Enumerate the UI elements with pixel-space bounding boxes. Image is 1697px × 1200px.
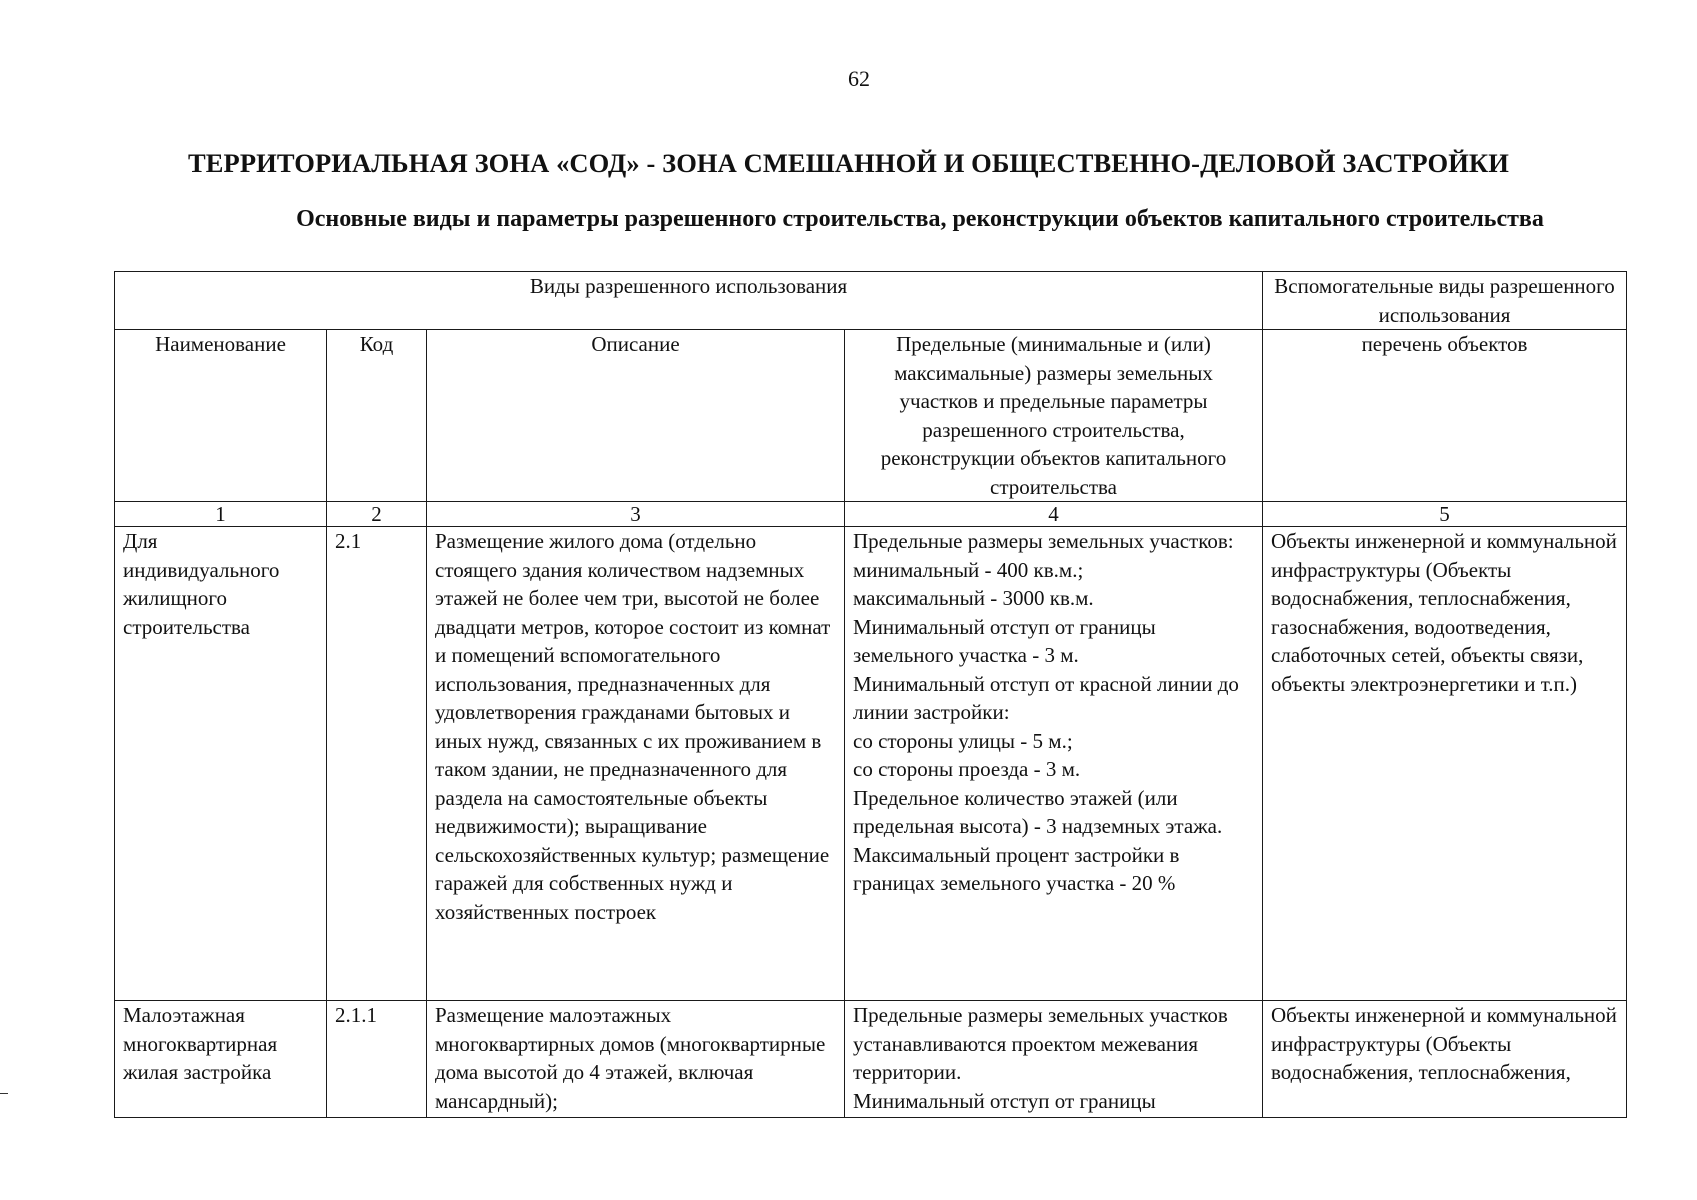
use-description: Размещение жилого дома (отдельно стоящего здания количеством надземных этажей не более чем три, высотой не более двадцати метров, которое состоит из комнат и помещений вспомогательного использования, предназначенных для удовлетворения гражданами бытовых и иных нужд, связанных с их проживанием в таком здании, не предназначенного для раздела на самостоятельные объекты недвижимости); выращивание сельскохозяйственных культур; размещение гаражей для собственных нужд и хозяйственных построек (427, 527, 845, 1001)
zone-title: ТЕРРИТОРИАЛЬНАЯ ЗОНА «СОД» - ЗОНА СМЕШАННОЙ И ОБЩЕСТВЕННО-ДЕЛОВОЙ ЗАСТРОЙКИ (188, 148, 1509, 178)
use-limits (845, 527, 1263, 1001)
group-header-permitted-uses: Виды разрешенного использования (115, 272, 1263, 330)
auxiliary-objects: Объекты инженерной и коммунальной инфраструктуры (Объекты водоснабжения, теплоснабжения, (1263, 1001, 1627, 1118)
use-code: 2.1.1 (327, 1001, 427, 1118)
column-number: 3 (427, 502, 845, 527)
table-group-header-row (115, 272, 1627, 330)
use-name: Для индивидуального жилищного строительства (115, 527, 327, 1001)
limit-line: Предельное количество этажей (или предельная высота) - 3 надземных этажа. (853, 785, 1223, 838)
limit-line: со стороны проезда - 3 м. (853, 757, 1081, 781)
column-number: 5 (1263, 502, 1627, 527)
limit-line: минимальный - 400 кв.м.; (853, 557, 1084, 582)
column-header-code: Код (327, 330, 427, 502)
column-header-description: Описание (427, 330, 845, 502)
table-row (115, 527, 1627, 1001)
column-number-row (115, 502, 1627, 527)
limit-line: Минимальный отступ от границы земельного участка - 3 м. (853, 614, 1156, 667)
limit-line: максимальный - 3000 кв.м. (853, 586, 1094, 610)
column-header-objects: перечень объектов (1263, 330, 1627, 502)
group-header-auxiliary-uses: Вспомогательные виды разрешенного использования (1263, 272, 1627, 330)
auxiliary-objects: Объекты инженерной и коммунальной инфраструктуры (Объекты водоснабжения, теплоснабжения, газоснабжения, водоотведения, слаботочных сетей, объекты связи, объекты электроэнергетики и т.п.) (1263, 527, 1627, 1001)
limit-line: Максимальный процент застройки в границах земельного участка - 20 % (853, 842, 1180, 895)
limit-line: Минимальный отступ от красной линии до линии застройки: (853, 671, 1239, 724)
page-number: 62 (848, 66, 870, 91)
table-column-header-row (115, 330, 1627, 502)
use-limits (845, 1001, 1263, 1118)
column-header-name: Наименование (115, 330, 327, 502)
column-number: 1 (115, 502, 327, 527)
zone-parameters-table (114, 271, 1627, 1118)
section-subtitle: Основные виды и параметры разрешенного строительства, реконструкции объектов капитального строительства (296, 206, 1544, 232)
use-name: Малоэтажная многоквартирная жилая застройка (115, 1001, 327, 1118)
scan-edge-mark (0, 1093, 8, 1094)
table-row (115, 1001, 1627, 1118)
column-number: 2 (327, 502, 427, 527)
use-code: 2.1 (327, 527, 427, 1001)
column-header-limits: Предельные (минимальные и (или) максимальные) размеры земельных участков и предельные параметры разрешенного строительства, реконструкции объектов капитального строительства (845, 330, 1263, 502)
limit-line: Предельные размеры земельных участков: (853, 529, 1234, 553)
limit-line: Предельные размеры земельных участков устанавливаются проектом межевания территории. (853, 1003, 1228, 1084)
limit-line: со стороны улицы - 5 м.; (853, 728, 1073, 753)
limit-line: Минимальный отступ от границы (853, 1088, 1156, 1113)
column-number: 4 (845, 502, 1263, 527)
use-description: Размещение малоэтажных многоквартирных домов (многоквартирные дома высотой до 4 этажей, включая мансардный); (427, 1001, 845, 1118)
